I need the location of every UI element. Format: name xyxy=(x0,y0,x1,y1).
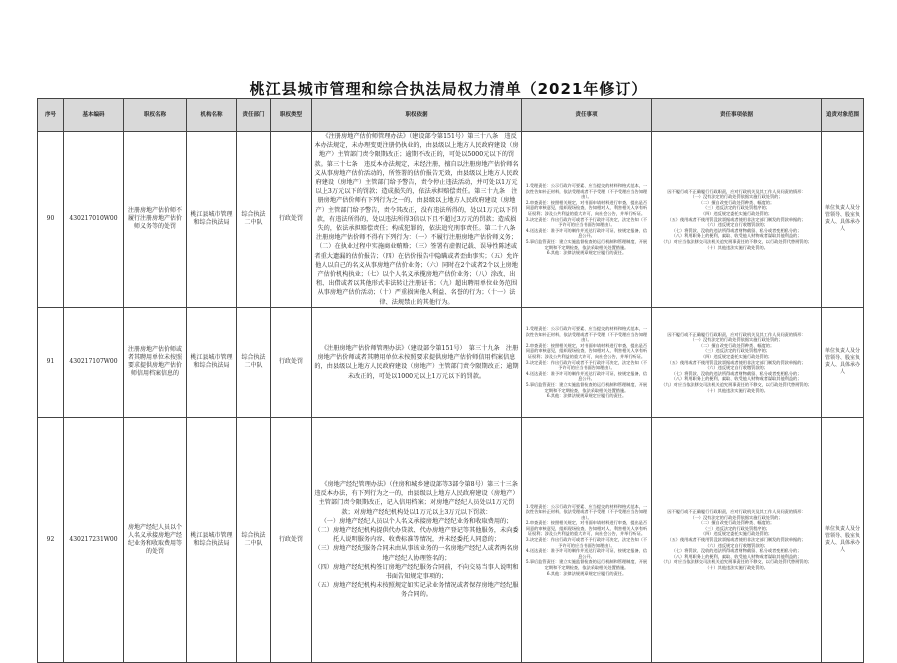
code-cell: 430217107W00 xyxy=(64,307,124,417)
duty-basis-paragraph: （七）将罚款、没收的违法所得或者财物截留、私分或者变相私分的； xyxy=(671,227,802,233)
duty-cell xyxy=(522,417,652,662)
duty-paragraph: 1.受理责任：公示行政许可要素、应当提交的材料和格式范本，一次性告知补正材料，依法受理或者不予受理（不予受理应当告知理由）。 xyxy=(525,183,648,200)
header-accountable: 追责对象范围 xyxy=(822,99,864,132)
duty-basis-paragraph: （七）将罚款、没收的违法所得或者财物截留、私分或者变相私分的； xyxy=(671,548,802,554)
duty-basis-paragraph: （十）其他违法实施行政处罚的。 xyxy=(705,244,768,250)
seq-cell: 90 xyxy=(38,132,64,308)
org-cell: 桃江县城市管理和综合执法局 xyxy=(187,132,237,308)
duty-paragraph: 6.其他：法律法规规章规定应履行的责任。 xyxy=(546,250,627,256)
header-duty-basis: 责任事项依据 xyxy=(652,99,822,132)
basis-cell xyxy=(312,132,522,308)
dept-cell: 综合执法二中队 xyxy=(237,417,271,662)
header-duty: 责任事项 xyxy=(522,99,652,132)
duty-basis-paragraph: （三）违反法定的行政处罚程序的； xyxy=(702,205,770,211)
duty-paragraph: 4.送达责任：准予许可的制作并送达行政许可证，按规定报备，信息公开。 xyxy=(525,227,648,239)
basis-paragraph: （四）房地产经纪机构签订房地产经纪服务合同前，不向交易当事人说明和书面告知规定事项的； xyxy=(314,563,519,581)
code-cell: 430217231W00 xyxy=(64,417,124,662)
dept-cell: 综合执法二中队 xyxy=(237,132,271,308)
power-name-cell: 注册房地产估价师不履行注册房地产估价师义务等的处罚 xyxy=(124,132,187,308)
org-cell: 桃江县城市管理和综合执法局 xyxy=(187,417,237,662)
duty-basis-paragraph: （八）利用职务上的便利，索取、收受他人财物或者谋取其他利益的； xyxy=(671,233,802,239)
duty-paragraph: 3.决定责任：作出行政许可或者不予行政许可决定，法定告知（不予许可的应当书面告知理由）。 xyxy=(525,216,648,228)
duty-paragraph: 5.事后监管责任：建立实施监督检查的运行机制和管理制度，开展定期和不定期检查，依法采取相关处置措施。 xyxy=(525,239,648,250)
duty-paragraph: 3.决定责任：作出行政许可或者不予行政许可决定，法定告知（不予许可的应当书面告知理由）。 xyxy=(525,537,648,548)
duty-paragraph: 1.受理责任：公示行政许可要素、应当提交的材料和格式范本，一次性告知补正材料，依法受理或者不予受理（不予受理应当告知理由）。 xyxy=(525,326,648,343)
power-name-cell: 注册房地产估价师或者其聘用单位未按照要求提供房地产估价师信用档案信息的 xyxy=(124,307,187,417)
duty-paragraph: 6.其他：法律法规规章规定应履行的责任。 xyxy=(546,393,627,399)
duty-paragraph: 2.审查责任：按照相关规定，对书面申请材料进行审查，提出是否同意的审核意见，组织现场检查，告知相对人、利害相关人享有听证权利；涉及公共利益的重大许可，向社会公告，并举行听证。 xyxy=(525,199,648,217)
power-type-cell: 行政处罚 xyxy=(271,417,312,662)
duty-basis-paragraph: 因不履行或不正确履行行政职责，应对行政机关及其工作人员问责的情形： xyxy=(667,188,806,194)
duty-paragraph: 5.事后监管责任：建立实施监督检查的运行机制和管理制度，开展定期和不定期检查，依法采取相关处置措施。 xyxy=(525,381,648,393)
basis-paragraph: （三）房地产经纪服务合同未由从事该业务的一名房地产经纪人或者两名房地产经纪人协理签名的； xyxy=(314,545,519,562)
duty-basis-cell xyxy=(652,307,822,417)
basis-cell xyxy=(312,417,525,662)
duty-basis-paragraph: （三）违反法定的行政处罚程序的； xyxy=(702,525,770,531)
duty-basis-paragraph: （七）将罚款、没收的违法所得或者财物截留、私分或者变相私分的； xyxy=(671,370,802,376)
duty-basis-paragraph: （一）没有法定的行政处罚依据实施行政处罚的； xyxy=(690,337,783,343)
duty-paragraph: 3.决定责任：作出行政许可或者不予行政许可决定，法定告知（不予许可的应当书面告知理由）。 xyxy=(525,359,648,371)
duty-basis-paragraph: （六）违反规定自行收缴罚款的； xyxy=(705,222,768,228)
basis-paragraph: （一）房地产经纪人员以个人名义承接房地产经纪业务和收取费用的； xyxy=(320,517,513,525)
basis-cell xyxy=(312,307,522,417)
basis-paragraph: 《房地产经纪管理办法》（住房和城乡建设部等3部令第8号）第三十三条 违反本办法，有下列行为之一的，由县级以上地方人民政府建设（房地产）主管部门责令限期改正，记入信用档案；对房地产经纪人员处以1万元罚款；对房地产经纪机构处以1万元以上3万元以下罚款： xyxy=(314,481,525,516)
power-type-cell: 行政处罚 xyxy=(271,132,312,308)
duty-basis-paragraph: （九）对应当依法移交司法机关追究刑事责任的不移交，以行政处罚代替刑罚的； xyxy=(661,239,812,244)
table-row xyxy=(38,417,864,662)
duty-basis-paragraph: （十）其他违法实施行政处罚的。 xyxy=(705,565,768,571)
seq-cell: 92 xyxy=(38,417,64,662)
header-org: 机构名称 xyxy=(187,99,237,132)
duty-basis-paragraph: 因不履行或不正确履行行政职责，应对行政机关及其工作人员问责的情形： xyxy=(667,509,806,515)
seq-cell: 91 xyxy=(38,307,64,417)
duty-basis-paragraph: （四）违反规定委托实施行政处罚的； xyxy=(700,211,773,217)
org-cell: 桃江县城市管理和综合执法局 xyxy=(187,307,237,417)
table-header-row xyxy=(38,99,864,132)
duty-paragraph: 4.送达责任：准予许可的制作并送达行政许可证，按规定报备，信息公开。 xyxy=(525,370,648,382)
duty-basis-paragraph: （八）利用职务上的便利，索取、收受他人财物或者谋取其他利益的； xyxy=(671,553,802,559)
duty-basis-paragraph: （二）擅自改变行政处罚种类、幅度的； xyxy=(698,520,775,526)
duty-basis-paragraph: （三）违反法定的行政处罚程序的； xyxy=(702,348,770,354)
duty-basis-paragraph: （六）违反规定自行收缴罚款的； xyxy=(705,365,768,371)
duty-paragraph: 2.审查责任：按照相关规定，对书面申请材料进行审查，提出是否同意的审核意见，组织现场检查，告知相对人、利害相关人享有听证权利；涉及公共利益的重大许可，向社会公告，并举行听证。 xyxy=(525,342,648,359)
duty-basis-paragraph: 因不履行或不正确履行行政职责，应对行政机关及其工作人员问责的情形： xyxy=(667,331,806,337)
code-cell: 430217010W00 xyxy=(64,132,124,308)
duty-paragraph: 4.送达责任：准予许可的制作并送达行政许可证，按规定报备，信息公开。 xyxy=(525,548,648,559)
table-row xyxy=(38,307,864,417)
header-dept: 责任部门 xyxy=(237,99,271,132)
duty-basis-paragraph: （五）使用或者不使用罚没款票据或者使用非法定部门制发的罚款单据的； xyxy=(667,359,806,365)
accountable-cell: 单位负责人及分管领导、股室负责人、具体承办人 xyxy=(822,307,864,417)
table-row xyxy=(38,132,864,308)
duty-paragraph: 6.其他：法律法规规章规定应履行的责任。 xyxy=(546,570,627,576)
duty-paragraph: 2.审查责任：按照相关规定，对书面申请材料进行审查，提出是否同意的审核意见，组织现场检查，告知相对人、利害相关人享有听证权利；涉及公共利益的重大许可，向社会公告，并举行听证。 xyxy=(525,520,648,537)
accountable-cell: 单位负责人及分管领导、股室负责人、具体承办人 xyxy=(822,132,864,308)
basis-paragraph: 《注册房地产估价师管理办法》（建设部令第151号）第三十八条 违反本办法规定，未办理变更注册仍执业的，由县级以上地方人民政府建设（房地产）主管部门责令限期改正；逾期不改正的，可处以5000元以下的罚款。第三十七条 违反本办法规定，未经注册，擅自以注册房地产估价师名义从事房地产估价活动的，所签署的估价报告无效，由县级以上地方人民政府建设（房地产）主管部门给予警告，责令停止违法活动，并可处以1万元以上3万元以下的罚款；造成损失的，依法承担赔偿责任。第三十九条 注册房地产估价师有下列行为之一的，由县级以上地方人民政府建设（房地产）主管部门给予警告，责令其改正，没有违法所得的，处以1万元以下罚款，有违法所得的，处以违法所得3倍以下且不超过3万元的罚款；造成损失的，依法承担赔偿责任；构成犯罪的，依法追究刑事责任。第二十八条 注册房地产估价师不得有下列行为：（一）不履行注册房地产估价师义务；（二）在执业过程中实施商业贿赂；（三）签署有虚假记载、误导性陈述或者重大遗漏的估价报告；（四）在估价报告中隐瞒或者歪曲事实；（五）允许他人以自己的名义从事房地产估价业务；（六）同时在2个或者2个以上房地产估价机构执业；（七）以个人名义承揽房地产估价业务；（八）涂改、出租、出借或者以其他形式非法转让注册证书；（九）超出聘用单位业务范围从事房地产估价活动；（十）严重损害他人利益、名誉的行为；（十一）法律、法规禁止的其他行为。 xyxy=(314,133,522,306)
power-type-cell: 行政处罚 xyxy=(271,307,312,417)
duty-basis-paragraph: （二）擅自改变行政处罚种类、幅度的； xyxy=(698,199,775,205)
duty-cell xyxy=(522,132,652,308)
duty-basis-paragraph: （一）没有法定的行政处罚依据实施行政处罚的； xyxy=(690,194,783,200)
duty-basis-paragraph: （一）没有法定的行政处罚依据实施行政处罚的； xyxy=(690,514,783,520)
duty-basis-cell xyxy=(652,132,822,308)
basis-paragraph: （二）房地产经纪机构提供代办贷款、代办房地产登记等其他服务，未向委托人说明服务内容、收费标准等情况，并未经委托人同意的； xyxy=(314,527,519,544)
duty-basis-paragraph: （十）其他违法实施行政处罚的。 xyxy=(705,387,768,393)
duty-paragraph: 5.事后监管责任：建立实施监督检查的运行机制和管理制度，开展定期和不定期检查，依法采取相关处置措施。 xyxy=(525,559,648,571)
duty-cell xyxy=(522,307,652,417)
header-basis: 职权依据 xyxy=(312,99,522,132)
header-name: 职权名称 xyxy=(124,99,187,132)
duty-basis-paragraph: （九）对应当依法移交司法机关追究刑事责任的不移交，以行政处罚代替刑罚的； xyxy=(661,381,812,387)
page-title: 桃江县城市管理和综合执法局权力清单（2021年修订） xyxy=(249,80,648,98)
header-code: 基本编码 xyxy=(64,99,124,132)
duty-basis-paragraph: （二）擅自改变行政处罚种类、幅度的； xyxy=(698,342,775,348)
duty-basis-paragraph: （四）违反规定委托实施行政处罚的； xyxy=(700,353,773,359)
header-type: 职权类型 xyxy=(271,99,312,132)
dept-cell: 综合执法二中队 xyxy=(237,307,271,417)
duty-basis-paragraph: （四）违反规定委托实施行政处罚的； xyxy=(700,531,773,537)
basis-paragraph: 《注册房地产估价师管理办法》（建设部令第151号） 第三十九条 注册房地产估价师或者其聘用单位未按照要求提供房地产估价师信用档案信息的，由县级以上地方人民政府建设（房地产）主管部门责令限期改正；逾期未改正的，可处以1000元以上1万元以下的罚款。 xyxy=(314,344,519,380)
duty-basis-paragraph: （九）对应当依法移交司法机关追究刑事责任的不移交，以行政处罚代替刑罚的； xyxy=(661,559,812,565)
power-list-table xyxy=(37,98,864,663)
basis-paragraph: （五）房地产经纪机构未按照规定如实记录业务情况或者保存房地产经纪服务合同的。 xyxy=(314,582,519,599)
duty-basis-cell xyxy=(652,417,822,662)
duty-paragraph: 1.受理责任：公示行政许可要素、应当提交的材料和格式范本，一次性告知补正材料，依法受理或者不予受理（不予受理应当告知理由）。 xyxy=(525,503,648,520)
duty-basis-paragraph: （五）使用或者不使用罚没款票据或者使用非法定部门制发的罚款单据的； xyxy=(667,216,806,222)
duty-basis-paragraph: （六）违反规定自行收缴罚款的； xyxy=(705,542,768,548)
accountable-cell: 单位负责人及分管领导、股室负责人、具体承办人 xyxy=(822,417,864,662)
duty-basis-paragraph: （八）利用职务上的便利，索取、收受他人财物或者谋取其他利益的； xyxy=(671,376,802,382)
power-name-cell: 房地产经纪人员以个人名义承接房地产经纪业务和收取费用等的处罚 xyxy=(124,417,187,662)
duty-basis-paragraph: （五）使用或者不使用罚没款票据或者使用非法定部门制发的罚款单据的； xyxy=(667,537,806,543)
header-seq: 序号 xyxy=(38,99,64,132)
